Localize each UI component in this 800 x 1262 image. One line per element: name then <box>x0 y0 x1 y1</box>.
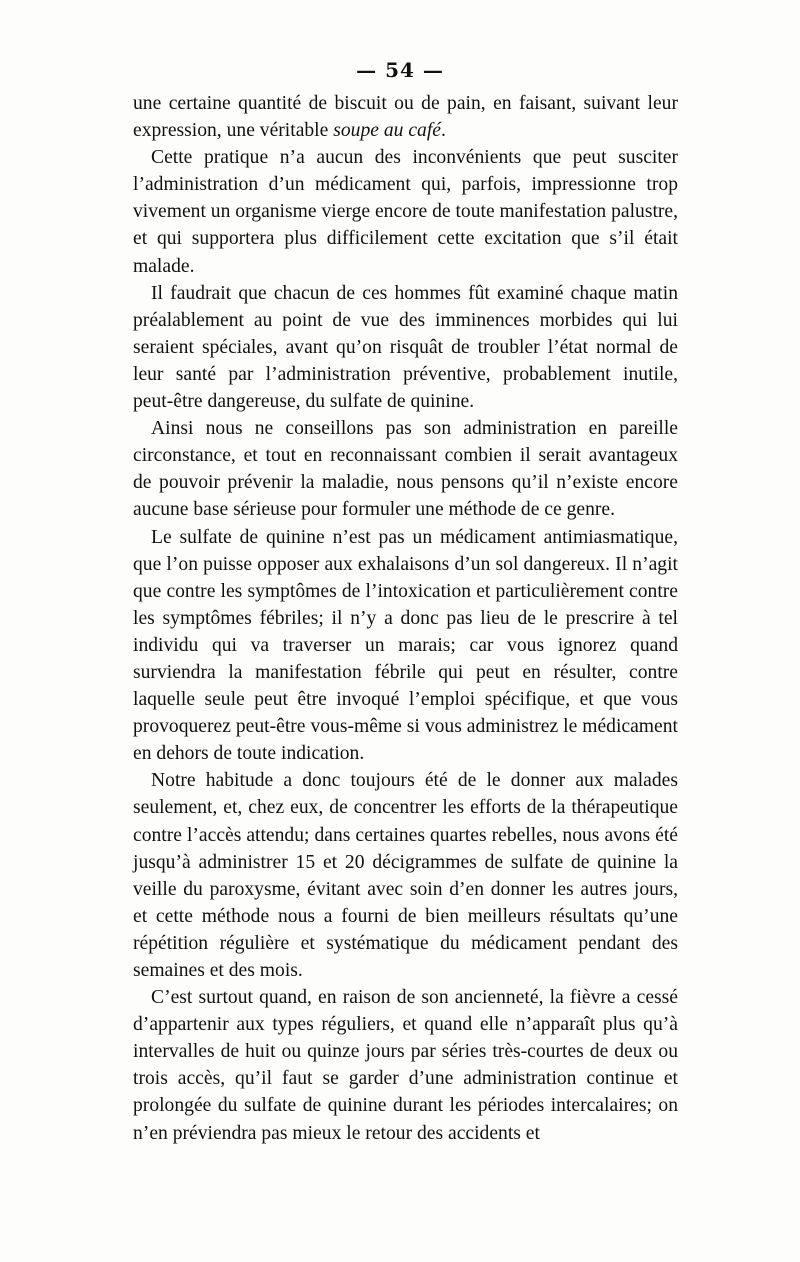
italic-phrase: soupe au café <box>333 120 441 142</box>
paragraph: Le sulfate de quinine n’est pas un médicament antimiasmatique, que l’on puisse opposer aux exhalaisons d’un sol dangereux. Il n’agit que contre les symptômes de l’intoxication et particulièrement contre les symptômes fébriles; il n’y a donc pas lieu de le prescrire à tel individu qui va traverser un marais; car vous ignorez quand surviendra la manifestation fébrile qui peut en résulter, contre laquelle seule peut être invoqué l’emploi spécifique, et que vous provoquerez peut-être vous-même si vous administrez le médicament en dehors de toute indication. <box>133 526 678 765</box>
paragraph: Notre habitude a donc toujours été de le donner aux malades seulement, et, chez eux, de concentrer les efforts de la thérapeutique contre l’accès attendu; dans certaines quartes rebelles, nous avons été jusqu’à administrer 15 et 20 décigrammes de sulfate de quinine la veille du paroxysme, évitant avec soin d’en donner les autres jours, et cette méthode nous a fourni de bien meilleurs résultats qu’une répétition régulière et systématique du médicament pendant des semaines et des mois. <box>133 770 678 981</box>
paragraph <box>133 90 678 144</box>
paragraph: Il faudrait que chacun de ces hommes fût examiné chaque matin préalablement au point de vue des imminences morbides qui lui seraient spéciales, avant qu’on risquât de troubler l’état normal de leur santé par l’administration préventive, probablement inutile, peut-être dangereuse, du sulfate de quinine. <box>133 282 678 413</box>
body-text <box>133 90 678 1147</box>
paragraph-text: une certaine quantité de biscuit ou de pain, en faisant, suivant leur expression, une véritable <box>133 93 678 142</box>
paragraph-text-end: . <box>440 120 446 142</box>
paragraph: Ainsi nous ne conseillons pas son administration en pareille circonstance, et tout en reconnaissant combien il serait avantageux de pouvoir prévenir la maladie, nous pensons qu’il n’existe encore aucune base sérieuse pour formuler une méthode de ce genre. <box>133 418 678 521</box>
page-number: — 54 — <box>356 58 444 82</box>
paragraph: Cette pratique n’a aucun des inconvénients que peut susciter l’administration d’un médicament qui, parfois, impressionne trop vivement un organisme vierge encore de toute manifestation palustre, et qui supportera plus difficilement cette excitation que s’il était malade. <box>133 147 679 277</box>
paragraph: C’est surtout quand, en raison de son ancienneté, la fièvre a cessé d’appartenir aux types réguliers, et quand elle n’apparaît plus qu’à intervalles de huit ou quinze jours par séries très-courtes de deux ou trois accès, qu’il faut se garder d’une administration continue et prolongée du sulfate de quinine durant les périodes intercalaires; on n’en préviendra pas mieux le retour des accidents et <box>133 987 678 1144</box>
